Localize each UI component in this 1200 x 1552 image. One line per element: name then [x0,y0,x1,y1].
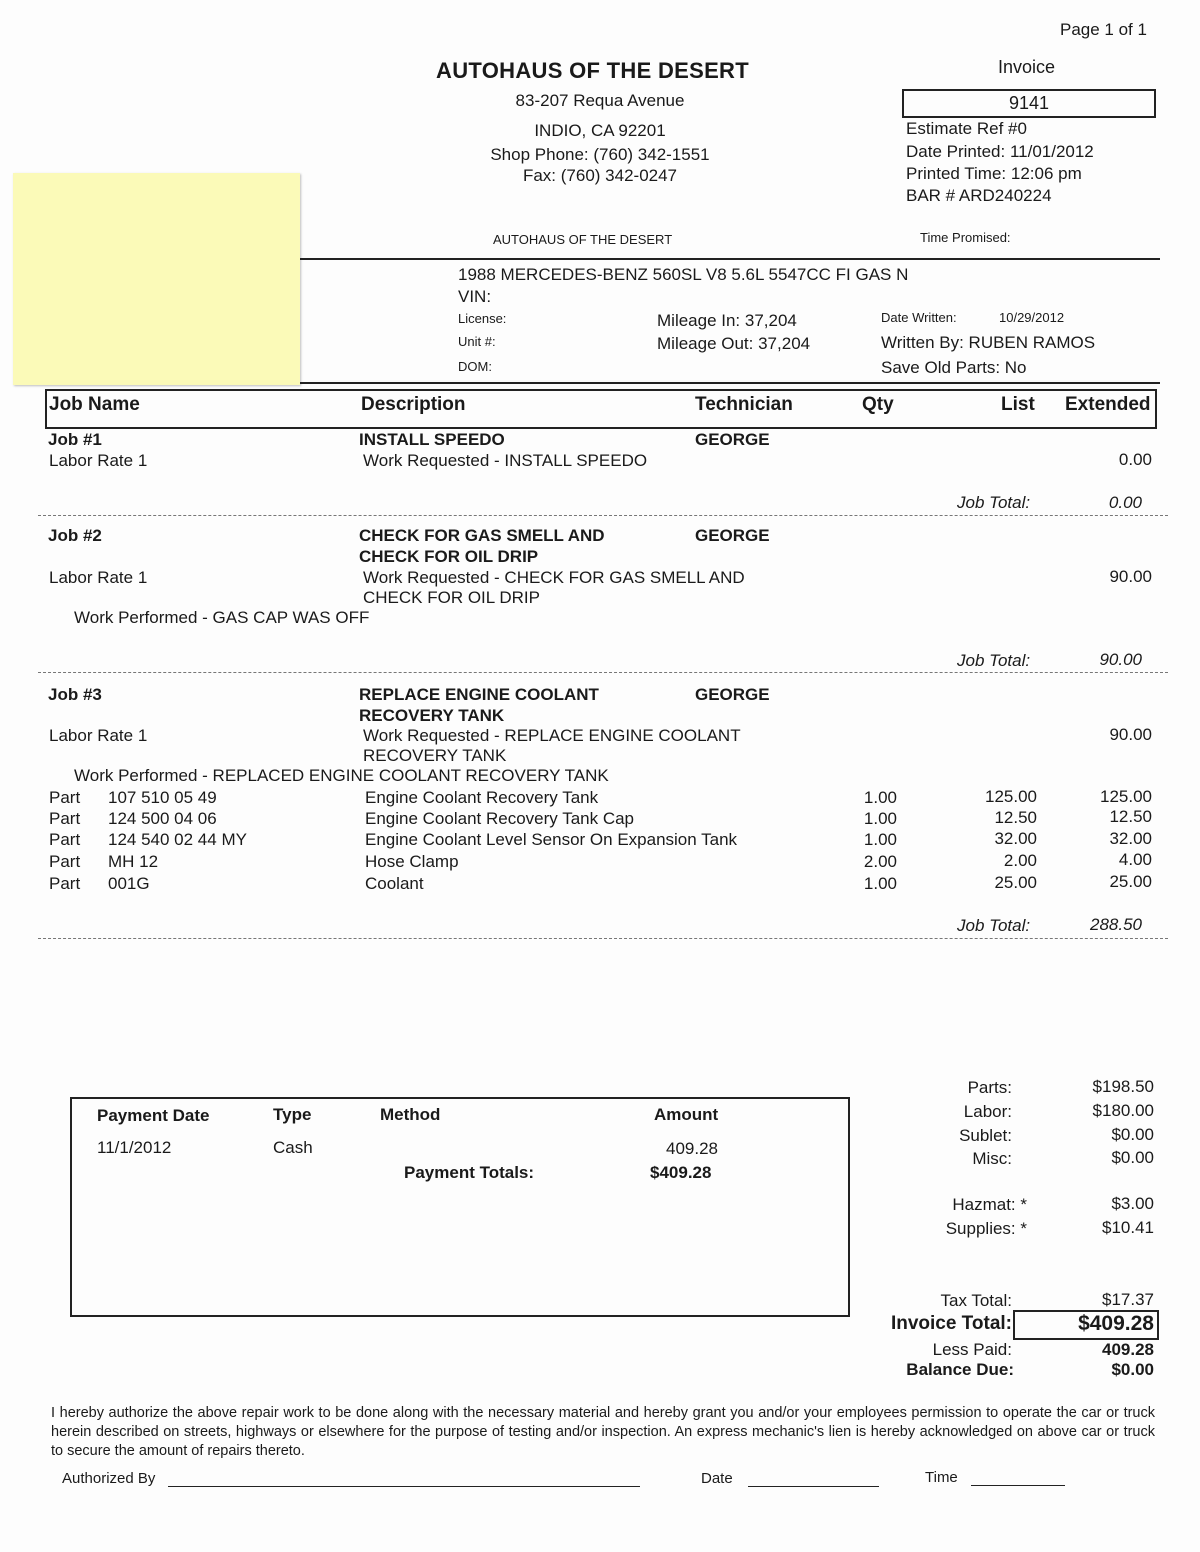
col-list: List [1001,394,1035,415]
date-printed: Date Printed: 11/01/2012 [906,142,1094,161]
less-paid-value: 409.28 [1102,1340,1154,1359]
payment-totals-label: Payment Totals: [404,1163,535,1182]
summary-hazmat-label: Hazmat: * [952,1195,1027,1214]
payment-date: 11/1/2012 [97,1138,172,1157]
estimate-ref: Estimate Ref #0 [906,119,1027,138]
job-total-label: Job Total: [957,916,1031,935]
invoice-total-value: $409.28 [1078,1312,1154,1335]
invoice-number: 9141 [902,89,1156,118]
part-list: 25.00 [994,873,1037,892]
payment-date-header: Payment Date [97,1106,210,1125]
authorized-by-line[interactable] [168,1486,640,1487]
work-requested: CHECK FOR OIL DRIP [363,588,540,607]
summary-supplies-value: $10.41 [1102,1218,1154,1237]
part-type: Part [49,852,81,871]
summary-misc-label: Misc: [972,1149,1012,1168]
summary-sublet-label: Sublet: [959,1126,1012,1145]
summary-hazmat-value: $3.00 [1111,1194,1154,1213]
labor-label: Labor Rate 1 [49,451,148,470]
job-technician: GEORGE [695,526,770,545]
part-number: 124 500 04 06 [108,809,217,828]
part-number: 001G [108,874,150,893]
vehicle-description: 1988 MERCEDES-BENZ 560SL V8 5.6L 5547CC FI GAS N [458,265,909,284]
summary-labor-value: $180.00 [1092,1101,1154,1120]
job-divider [38,515,1168,516]
job-divider [38,672,1168,673]
job-name: Job #2 [48,526,102,545]
summary-sublet-value: $0.00 [1111,1125,1154,1144]
part-qty: 1.00 [863,788,897,807]
mileage-in: Mileage In: 37,204 [657,311,797,330]
sticky-note [13,173,300,385]
dom-label: DOM: [458,359,492,374]
part-extended: 125.00 [1100,787,1152,806]
labor-label: Labor Rate 1 [49,726,148,745]
license-label: License: [458,311,507,326]
date-written: 10/29/2012 [999,310,1065,325]
part-type: Part [49,788,81,807]
written-by: Written By: RUBEN RAMOS [881,333,1096,352]
job-divider [38,938,1168,939]
job-total-label: Job Total: [957,651,1031,670]
summary-labor-label: Labor: [963,1102,1012,1121]
part-extended: 4.00 [1118,850,1152,869]
payment-method-header: Method [380,1105,441,1124]
part-qty: 1.00 [863,809,897,828]
part-list: 12.50 [994,808,1037,827]
part-type: Part [49,809,81,828]
work-performed: Work Performed - REPLACED ENGINE COOLANT RECOVERY TANK [74,766,609,785]
payment-box [70,1097,850,1317]
part-qty: 1.00 [863,874,897,893]
save-old-parts: Save Old Parts: No [881,358,1027,377]
job-title: CHECK FOR OIL DRIP [359,547,539,566]
payment-totals-value: $409.28 [650,1163,712,1182]
part-list: 125.00 [985,787,1037,806]
job-name: Job #3 [48,685,102,704]
payment-type: Cash [273,1138,313,1157]
summary-tax-value: $17.37 [1102,1290,1154,1309]
col-qty: Qty [862,394,894,415]
part-type: Part [49,830,81,849]
part-description: Engine Coolant Level Sensor On Expansion Tank [365,830,738,849]
bar-number: BAR # ARD240224 [906,186,1052,205]
payment-amount: 409.28 [666,1139,718,1158]
work-requested: Work Requested - INSTALL SPEEDO [363,451,648,470]
part-description: Engine Coolant Recovery Tank Cap [365,809,635,828]
job-technician: GEORGE [695,430,770,449]
company-phone: Shop Phone: (760) 342-1551 [490,145,710,164]
company-name: AUTOHAUS OF THE DESERT [436,58,749,83]
col-description: Description [361,394,466,415]
job-total: 288.50 [1090,915,1142,934]
labor-amount: 90.00 [1109,725,1152,744]
less-paid-label: Less Paid: [932,1340,1012,1359]
unit-label: Unit #: [458,334,496,349]
page-number: Page 1 of 1 [1060,20,1147,39]
job-title: INSTALL SPEEDO [359,430,505,449]
job-technician: GEORGE [695,685,770,704]
authorization-text: I hereby authorize the above repair work to be done along with the necessary material and hereby grant you and/or your employees permission to operate the car or truck herein described on streets, highways or elsewhere for the purpose of testing and/or inspection. An express mechanic's lien is hereby acknowledged on above car or truck to secure the amount of repairs thereto. [51,1405,1155,1459]
payment-type-header: Type [273,1105,312,1124]
work-requested: Work Requested - REPLACE ENGINE COOLANT [363,726,741,745]
part-type: Part [49,874,81,893]
job-title: REPLACE ENGINE COOLANT [359,685,599,704]
company-name-small: AUTOHAUS OF THE DESERT [493,232,673,247]
column-header-box [45,389,1157,429]
part-description: Engine Coolant Recovery Tank [365,788,599,807]
work-performed: Work Performed - GAS CAP WAS OFF [74,608,370,627]
job-name: Job #1 [48,430,102,449]
part-qty: 2.00 [863,852,897,871]
vin-label: VIN: [458,287,492,306]
divider [300,382,1160,384]
work-requested: Work Requested - CHECK FOR GAS SMELL AND [363,568,745,587]
summary-parts-value: $198.50 [1092,1077,1154,1096]
company-address-line2: INDIO, CA 92201 [534,121,666,140]
part-extended: 25.00 [1109,872,1152,891]
invoice-total-label: Invoice Total: [890,1313,1012,1334]
payment-amount-header: Amount [654,1105,719,1124]
company-fax: Fax: (760) 342-0247 [522,166,678,185]
summary-supplies-label: Supplies: * [945,1219,1027,1238]
part-description: Hose Clamp [365,852,459,871]
summary-misc-value: $0.00 [1111,1148,1154,1167]
divider [300,258,1160,260]
work-requested: RECOVERY TANK [363,746,507,765]
date-line[interactable] [748,1486,879,1487]
mileage-out: Mileage Out: 37,204 [657,334,811,353]
part-number: 124 540 02 44 MY [108,830,247,849]
balance-due-label: Balance Due: [906,1360,1014,1379]
job-total: 90.00 [1099,650,1142,669]
job-title: RECOVERY TANK [359,706,505,725]
invoice-label: Invoice [998,57,1056,77]
col-extended: Extended [1065,394,1151,415]
company-address-line1: 83-207 Requa Avenue [515,91,685,110]
col-job-name: Job Name [49,394,140,415]
date-written-label: Date Written: [881,310,957,325]
labor-amount: 0.00 [1118,450,1152,469]
summary-parts-label: Parts: [967,1078,1012,1097]
authorized-by-label: Authorized By [62,1470,156,1487]
part-number: 107 510 05 49 [108,788,217,807]
job-title: CHECK FOR GAS SMELL AND [359,526,605,545]
printed-time: Printed Time: 12:06 pm [906,164,1082,183]
part-list: 2.00 [1003,851,1037,870]
job-total: 0.00 [1108,493,1142,512]
balance-due-value: $0.00 [1111,1360,1154,1379]
col-technician: Technician [695,394,793,415]
time-label: Time [925,1469,958,1486]
part-list: 32.00 [994,829,1037,848]
part-number: MH 12 [108,852,159,871]
time-line[interactable] [971,1485,1065,1486]
job-total-label: Job Total: [957,493,1031,512]
part-qty: 1.00 [863,830,897,849]
part-extended: 12.50 [1109,807,1152,826]
labor-amount: 90.00 [1109,567,1152,586]
labor-label: Labor Rate 1 [49,568,148,587]
part-description: Coolant [365,874,424,893]
date-label: Date [701,1470,733,1487]
summary-tax-label: Tax Total: [940,1291,1012,1310]
time-promised: Time Promised: [920,230,1011,245]
part-extended: 32.00 [1109,829,1152,848]
